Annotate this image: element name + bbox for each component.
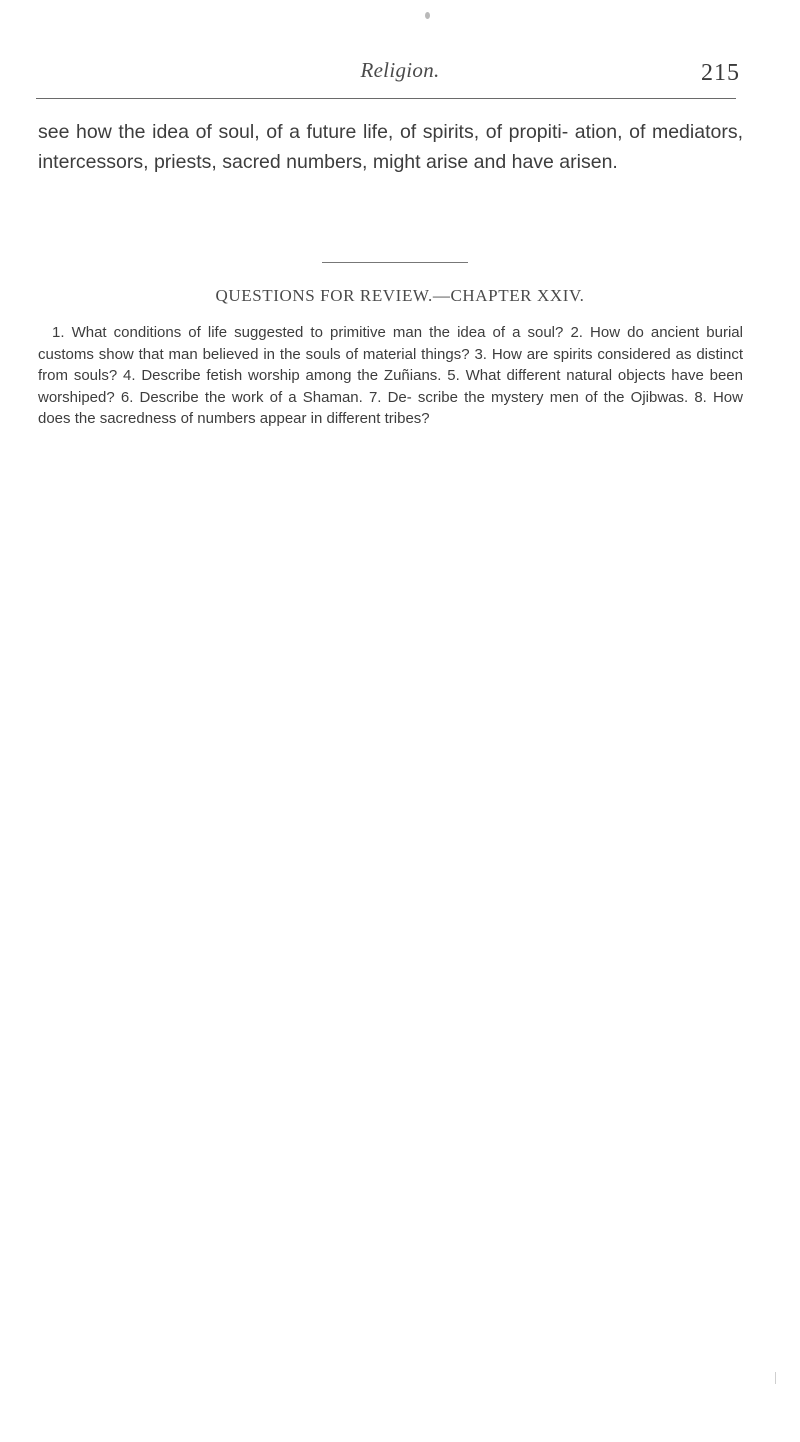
question-6: 6. Describe the work of a Shaman. <box>120 388 363 406</box>
section-divider <box>322 262 468 263</box>
question-4: 4. Describe fetish worship among the Zuñians. <box>123 367 442 385</box>
question-7: 7. De- scribe the mystery men of the Ojibwas. <box>368 388 689 406</box>
stray-ink-dot <box>425 12 430 19</box>
header-rule <box>36 98 736 99</box>
review-questions <box>38 322 743 430</box>
question-3: 3. How are spirits considered as distinct from souls? <box>38 345 744 385</box>
question-2: 2. How do ancient burial customs show that man believed in the souls of material things? <box>38 324 743 363</box>
review-title: QUESTIONS FOR REVIEW.—CHAPTER XXIV. <box>215 286 585 305</box>
stray-ink-mark <box>775 1372 776 1384</box>
question-5: 5. What different natural objects have been worshiped? <box>38 367 743 406</box>
question-8: 8. How does the sacredness of numbers appear in different tribes? <box>38 388 743 428</box>
page-number: 215 <box>701 60 740 86</box>
running-head <box>0 58 800 98</box>
running-title: Religion. <box>360 58 440 82</box>
body-paragraph: see how the idea of soul, of a future life, of spirits, of propiti- ation, of mediators, intercessors, priests, sacred numbers, might arise and have arisen. <box>38 121 743 173</box>
question-1: 1. What conditions of life suggested to primitive man the idea of a soul? <box>52 324 564 341</box>
